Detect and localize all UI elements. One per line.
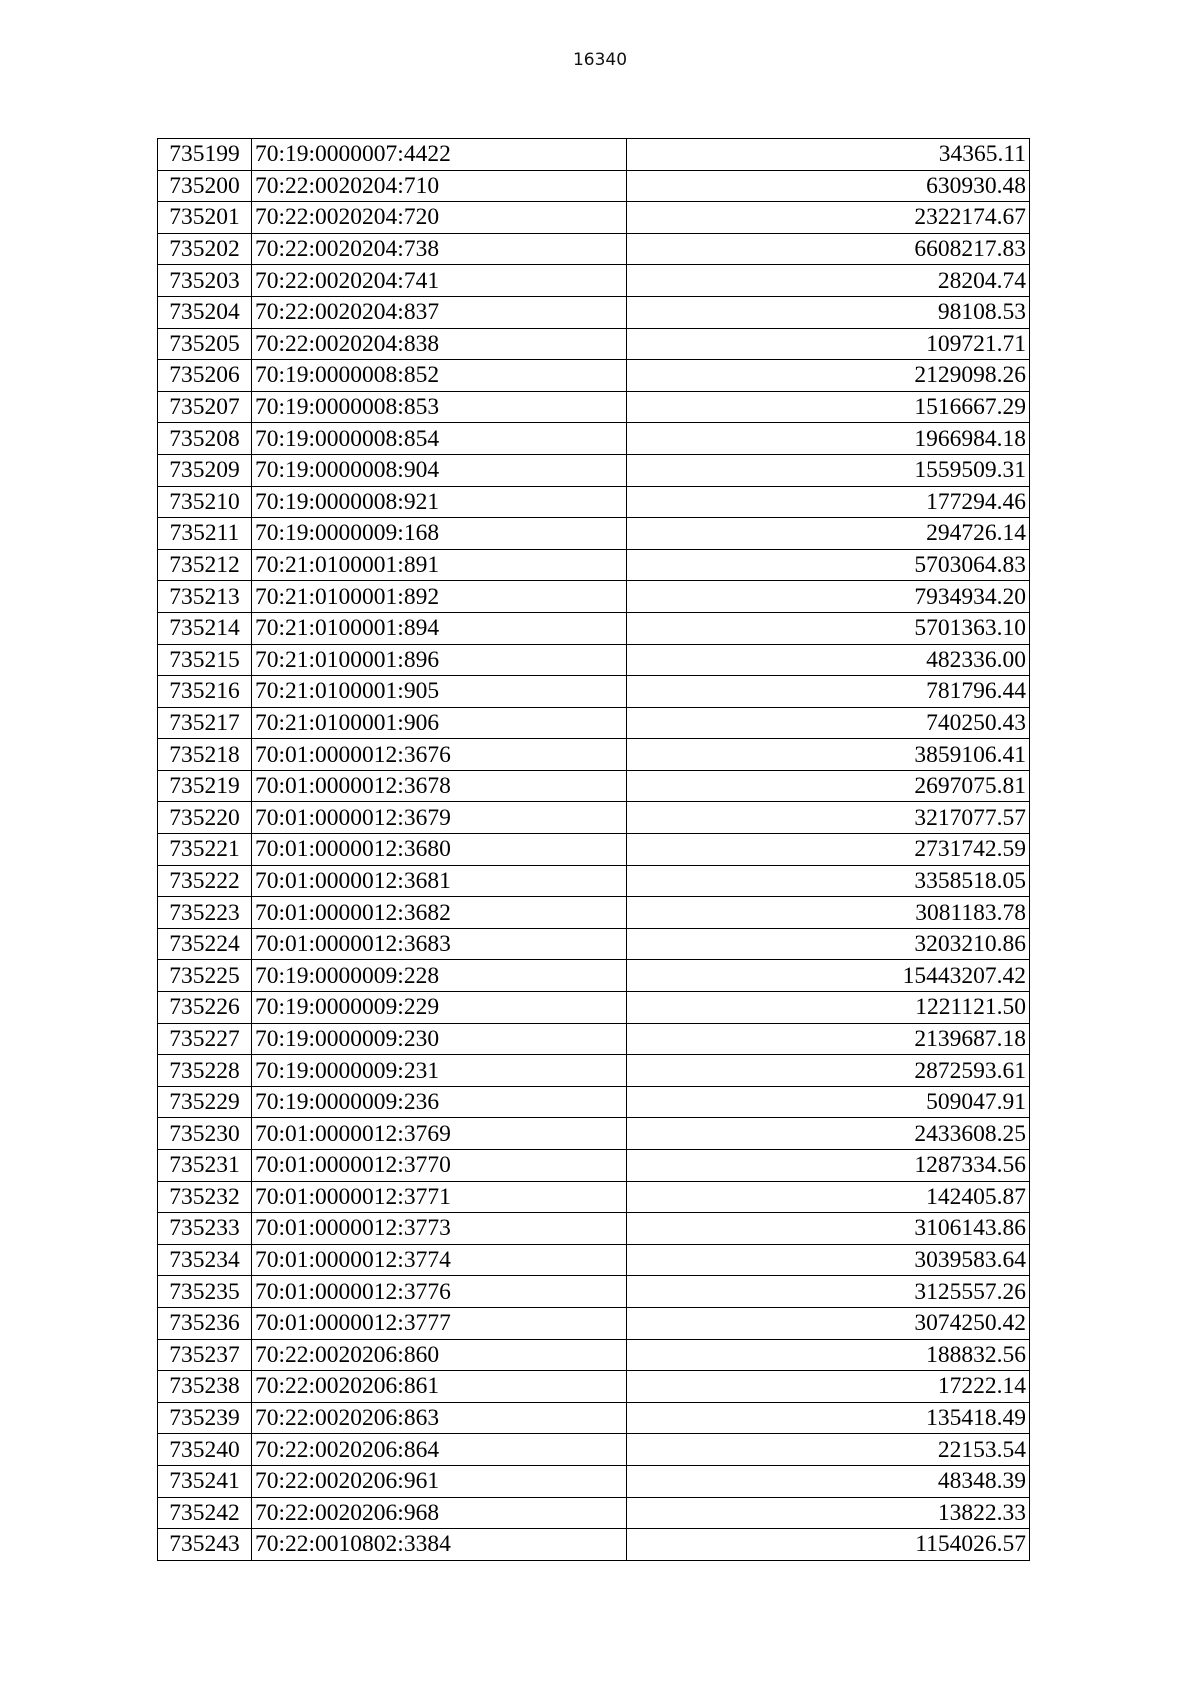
row-id-cell: 735235 bbox=[158, 1276, 252, 1308]
row-id-cell: 735230 bbox=[158, 1118, 252, 1150]
row-id-cell: 735240 bbox=[158, 1434, 252, 1466]
cadastral-number-cell: 70:22:0020204:738 bbox=[252, 233, 627, 265]
cadastral-number-cell: 70:22:0020204:720 bbox=[252, 202, 627, 234]
table-row bbox=[158, 1213, 1030, 1245]
row-id-cell: 735237 bbox=[158, 1339, 252, 1371]
row-id-cell: 735217 bbox=[158, 707, 252, 739]
table-row bbox=[158, 1371, 1030, 1403]
row-id-cell: 735243 bbox=[158, 1529, 252, 1561]
value-cell: 3125557.26 bbox=[627, 1276, 1030, 1308]
value-cell: 48348.39 bbox=[627, 1465, 1030, 1497]
table-row bbox=[158, 1434, 1030, 1466]
table-row bbox=[158, 644, 1030, 676]
value-cell: 3039583.64 bbox=[627, 1244, 1030, 1276]
value-cell: 3358518.05 bbox=[627, 865, 1030, 897]
table-row bbox=[158, 865, 1030, 897]
value-cell: 142405.87 bbox=[627, 1181, 1030, 1213]
cadastral-number-cell: 70:01:0000012:3770 bbox=[252, 1150, 627, 1182]
cadastral-number-cell: 70:19:0000008:854 bbox=[252, 423, 627, 455]
table-row bbox=[158, 423, 1030, 455]
row-id-cell: 735239 bbox=[158, 1402, 252, 1434]
row-id-cell: 735203 bbox=[158, 265, 252, 297]
table-row bbox=[158, 518, 1030, 550]
cadastral-number-cell: 70:22:0020206:968 bbox=[252, 1497, 627, 1529]
cadastral-number-cell: 70:19:0000009:230 bbox=[252, 1023, 627, 1055]
cadastral-number-cell: 70:19:0000009:229 bbox=[252, 992, 627, 1024]
row-id-cell: 735211 bbox=[158, 518, 252, 550]
cadastral-number-cell: 70:21:0100001:891 bbox=[252, 549, 627, 581]
table-row bbox=[158, 1118, 1030, 1150]
cadastral-number-cell: 70:19:0000008:852 bbox=[252, 360, 627, 392]
cadastral-number-cell: 70:22:0020206:861 bbox=[252, 1371, 627, 1403]
cadastral-number-cell: 70:21:0100001:894 bbox=[252, 612, 627, 644]
value-cell: 2697075.81 bbox=[627, 770, 1030, 802]
row-id-cell: 735212 bbox=[158, 549, 252, 581]
row-id-cell: 735214 bbox=[158, 612, 252, 644]
cadastral-number-cell: 70:22:0020206:860 bbox=[252, 1339, 627, 1371]
cadastral-number-cell: 70:19:0000008:921 bbox=[252, 486, 627, 518]
row-id-cell: 735234 bbox=[158, 1244, 252, 1276]
table-row bbox=[158, 1465, 1030, 1497]
cadastral-number-cell: 70:01:0000012:3771 bbox=[252, 1181, 627, 1213]
value-cell: 17222.14 bbox=[627, 1371, 1030, 1403]
value-cell: 781796.44 bbox=[627, 676, 1030, 708]
table-row bbox=[158, 739, 1030, 771]
value-cell: 1966984.18 bbox=[627, 423, 1030, 455]
row-id-cell: 735233 bbox=[158, 1213, 252, 1245]
value-cell: 2872593.61 bbox=[627, 1055, 1030, 1087]
table-row bbox=[158, 391, 1030, 423]
row-id-cell: 735199 bbox=[158, 139, 252, 171]
value-cell: 3859106.41 bbox=[627, 739, 1030, 771]
value-cell: 630930.48 bbox=[627, 170, 1030, 202]
table-row bbox=[158, 770, 1030, 802]
value-cell: 15443207.42 bbox=[627, 960, 1030, 992]
value-cell: 3217077.57 bbox=[627, 802, 1030, 834]
row-id-cell: 735242 bbox=[158, 1497, 252, 1529]
cadastral-number-cell: 70:19:0000007:4422 bbox=[252, 139, 627, 171]
cadastral-number-cell: 70:01:0000012:3681 bbox=[252, 865, 627, 897]
value-cell: 1559509.31 bbox=[627, 454, 1030, 486]
cadastral-number-cell: 70:01:0000012:3777 bbox=[252, 1307, 627, 1339]
table-row bbox=[158, 1244, 1030, 1276]
cadastral-number-cell: 70:01:0000012:3682 bbox=[252, 897, 627, 929]
row-id-cell: 735224 bbox=[158, 928, 252, 960]
table-row bbox=[158, 834, 1030, 866]
cadastral-number-cell: 70:01:0000012:3769 bbox=[252, 1118, 627, 1150]
row-id-cell: 735222 bbox=[158, 865, 252, 897]
table-row bbox=[158, 1150, 1030, 1182]
row-id-cell: 735205 bbox=[158, 328, 252, 360]
value-cell: 3081183.78 bbox=[627, 897, 1030, 929]
value-cell: 98108.53 bbox=[627, 296, 1030, 328]
value-cell: 2139687.18 bbox=[627, 1023, 1030, 1055]
cadastral-number-cell: 70:19:0000009:236 bbox=[252, 1086, 627, 1118]
cadastral-number-cell: 70:01:0000012:3678 bbox=[252, 770, 627, 802]
table-row bbox=[158, 1497, 1030, 1529]
row-id-cell: 735209 bbox=[158, 454, 252, 486]
row-id-cell: 735236 bbox=[158, 1307, 252, 1339]
table-row bbox=[158, 960, 1030, 992]
cadastral-number-cell: 70:19:0000009:168 bbox=[252, 518, 627, 550]
row-id-cell: 735232 bbox=[158, 1181, 252, 1213]
cadastral-number-cell: 70:19:0000009:228 bbox=[252, 960, 627, 992]
value-cell: 5703064.83 bbox=[627, 549, 1030, 581]
cadastral-number-cell: 70:01:0000012:3776 bbox=[252, 1276, 627, 1308]
table-row bbox=[158, 202, 1030, 234]
row-id-cell: 735207 bbox=[158, 391, 252, 423]
table-row bbox=[158, 581, 1030, 613]
cadastral-number-cell: 70:22:0020204:837 bbox=[252, 296, 627, 328]
value-cell: 2731742.59 bbox=[627, 834, 1030, 866]
value-cell: 740250.43 bbox=[627, 707, 1030, 739]
value-cell: 28204.74 bbox=[627, 265, 1030, 297]
data-table bbox=[157, 138, 1030, 1561]
table-row bbox=[158, 1023, 1030, 1055]
cadastral-number-cell: 70:01:0000012:3676 bbox=[252, 739, 627, 771]
value-cell: 509047.91 bbox=[627, 1086, 1030, 1118]
row-id-cell: 735223 bbox=[158, 897, 252, 929]
row-id-cell: 735210 bbox=[158, 486, 252, 518]
cadastral-number-cell: 70:21:0100001:906 bbox=[252, 707, 627, 739]
cadastral-number-cell: 70:19:0000009:231 bbox=[252, 1055, 627, 1087]
value-cell: 1516667.29 bbox=[627, 391, 1030, 423]
row-id-cell: 735220 bbox=[158, 802, 252, 834]
table-body bbox=[158, 139, 1030, 1561]
value-cell: 177294.46 bbox=[627, 486, 1030, 518]
value-cell: 294726.14 bbox=[627, 518, 1030, 550]
table-row bbox=[158, 928, 1030, 960]
value-cell: 6608217.83 bbox=[627, 233, 1030, 265]
page-number: 16340 bbox=[572, 50, 628, 70]
value-cell: 1221121.50 bbox=[627, 992, 1030, 1024]
value-cell: 3203210.86 bbox=[627, 928, 1030, 960]
cadastral-number-cell: 70:19:0000008:853 bbox=[252, 391, 627, 423]
table-row bbox=[158, 897, 1030, 929]
cadastral-number-cell: 70:22:0020204:710 bbox=[252, 170, 627, 202]
table-row bbox=[158, 1276, 1030, 1308]
table-row bbox=[158, 707, 1030, 739]
row-id-cell: 735241 bbox=[158, 1465, 252, 1497]
table-row bbox=[158, 454, 1030, 486]
table-row bbox=[158, 233, 1030, 265]
value-cell: 13822.33 bbox=[627, 1497, 1030, 1529]
table-row bbox=[158, 328, 1030, 360]
value-cell: 2322174.67 bbox=[627, 202, 1030, 234]
table-row bbox=[158, 170, 1030, 202]
row-id-cell: 735221 bbox=[158, 834, 252, 866]
table-row bbox=[158, 676, 1030, 708]
value-cell: 135418.49 bbox=[627, 1402, 1030, 1434]
table-row bbox=[158, 1307, 1030, 1339]
row-id-cell: 735231 bbox=[158, 1150, 252, 1182]
row-id-cell: 735229 bbox=[158, 1086, 252, 1118]
value-cell: 1287334.56 bbox=[627, 1150, 1030, 1182]
row-id-cell: 735218 bbox=[158, 739, 252, 771]
table-row bbox=[158, 802, 1030, 834]
cadastral-number-cell: 70:22:0020204:741 bbox=[252, 265, 627, 297]
cadastral-number-cell: 70:01:0000012:3774 bbox=[252, 1244, 627, 1276]
value-cell: 2433608.25 bbox=[627, 1118, 1030, 1150]
value-cell: 2129098.26 bbox=[627, 360, 1030, 392]
row-id-cell: 735226 bbox=[158, 992, 252, 1024]
cadastral-number-cell: 70:01:0000012:3773 bbox=[252, 1213, 627, 1245]
row-id-cell: 735202 bbox=[158, 233, 252, 265]
value-cell: 5701363.10 bbox=[627, 612, 1030, 644]
row-id-cell: 735200 bbox=[158, 170, 252, 202]
table-row bbox=[158, 1181, 1030, 1213]
row-id-cell: 735206 bbox=[158, 360, 252, 392]
cadastral-number-cell: 70:22:0020206:863 bbox=[252, 1402, 627, 1434]
cadastral-number-cell: 70:22:0020204:838 bbox=[252, 328, 627, 360]
value-cell: 109721.71 bbox=[627, 328, 1030, 360]
table-row bbox=[158, 360, 1030, 392]
cadastral-number-cell: 70:22:0010802:3384 bbox=[252, 1529, 627, 1561]
table-row bbox=[158, 549, 1030, 581]
value-cell: 22153.54 bbox=[627, 1434, 1030, 1466]
cadastral-number-cell: 70:21:0100001:892 bbox=[252, 581, 627, 613]
cadastral-number-cell: 70:22:0020206:864 bbox=[252, 1434, 627, 1466]
cadastral-number-cell: 70:01:0000012:3683 bbox=[252, 928, 627, 960]
table-row bbox=[158, 992, 1030, 1024]
row-id-cell: 735215 bbox=[158, 644, 252, 676]
row-id-cell: 735227 bbox=[158, 1023, 252, 1055]
table-row bbox=[158, 1339, 1030, 1371]
value-cell: 188832.56 bbox=[627, 1339, 1030, 1371]
table-row bbox=[158, 1086, 1030, 1118]
row-id-cell: 735213 bbox=[158, 581, 252, 613]
cadastral-number-cell: 70:01:0000012:3679 bbox=[252, 802, 627, 834]
row-id-cell: 735204 bbox=[158, 296, 252, 328]
value-cell: 3074250.42 bbox=[627, 1307, 1030, 1339]
cadastral-number-cell: 70:22:0020206:961 bbox=[252, 1465, 627, 1497]
cadastral-number-cell: 70:21:0100001:905 bbox=[252, 676, 627, 708]
value-cell: 482336.00 bbox=[627, 644, 1030, 676]
value-cell: 7934934.20 bbox=[627, 581, 1030, 613]
table-row bbox=[158, 1529, 1030, 1561]
cadastral-number-cell: 70:01:0000012:3680 bbox=[252, 834, 627, 866]
cadastral-number-cell: 70:21:0100001:896 bbox=[252, 644, 627, 676]
row-id-cell: 735219 bbox=[158, 770, 252, 802]
value-cell: 34365.11 bbox=[627, 139, 1030, 171]
row-id-cell: 735238 bbox=[158, 1371, 252, 1403]
table-row bbox=[158, 486, 1030, 518]
row-id-cell: 735201 bbox=[158, 202, 252, 234]
value-cell: 1154026.57 bbox=[627, 1529, 1030, 1561]
table-row bbox=[158, 265, 1030, 297]
row-id-cell: 735216 bbox=[158, 676, 252, 708]
table-row bbox=[158, 139, 1030, 171]
cadastral-number-cell: 70:19:0000008:904 bbox=[252, 454, 627, 486]
row-id-cell: 735208 bbox=[158, 423, 252, 455]
row-id-cell: 735225 bbox=[158, 960, 252, 992]
row-id-cell: 735228 bbox=[158, 1055, 252, 1087]
table-row bbox=[158, 1402, 1030, 1434]
table-row bbox=[158, 296, 1030, 328]
value-cell: 3106143.86 bbox=[627, 1213, 1030, 1245]
table-row bbox=[158, 612, 1030, 644]
table-row bbox=[158, 1055, 1030, 1087]
